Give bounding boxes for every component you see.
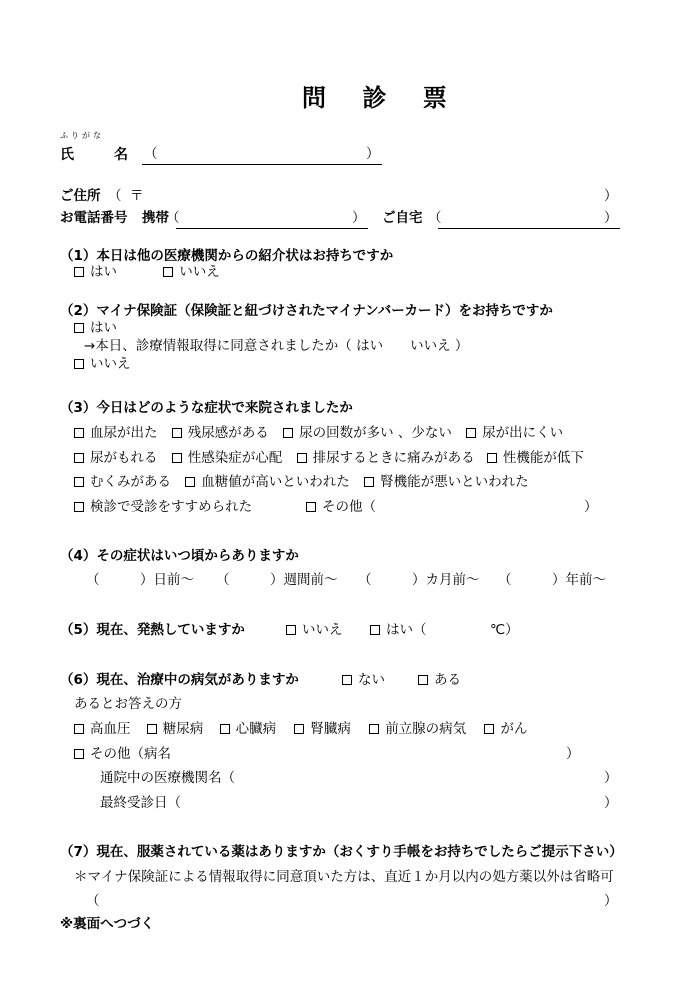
disease-diabetes[interactable] xyxy=(147,723,204,737)
checkbox-icon xyxy=(74,724,84,734)
symptom-std-concern[interactable] xyxy=(172,452,283,466)
temperature-unit: ℃） xyxy=(490,622,519,638)
last-visit-label: 最終受診日（ xyxy=(100,795,181,811)
checkbox-icon xyxy=(220,724,230,734)
symptom-label: 残尿感がある xyxy=(187,425,269,441)
symptom-kidney-function[interactable] xyxy=(364,476,529,490)
symptom-checkup-referral[interactable] xyxy=(74,501,252,515)
symptom-edema[interactable] xyxy=(74,476,171,490)
checkbox-icon xyxy=(283,428,293,438)
checkbox-icon xyxy=(74,502,84,512)
mobile-close-paren: ） xyxy=(352,210,366,226)
q6-disease-row xyxy=(74,723,527,737)
symptom-residual-urine[interactable] xyxy=(172,427,269,441)
symptom-other[interactable] xyxy=(306,501,376,515)
onset-months[interactable]: （ ）カ月前〜 xyxy=(358,572,480,588)
symptom-label: 尿がもれる xyxy=(90,450,158,466)
onset-years[interactable]: （ ）年前〜 xyxy=(498,572,606,588)
checkbox-icon xyxy=(147,724,157,734)
q6-none-option[interactable] xyxy=(342,674,385,688)
disease-label: 腎臓病 xyxy=(310,721,351,737)
disease-label: 心臓病 xyxy=(235,721,277,737)
checkbox-icon xyxy=(418,675,428,685)
q6-none-label: ない xyxy=(358,672,385,688)
symptom-pain-urinating[interactable] xyxy=(297,452,475,466)
name-close-paren: ） xyxy=(366,146,380,162)
name-field[interactable] xyxy=(142,164,382,165)
checkbox-icon xyxy=(364,477,374,487)
checkbox-icon xyxy=(297,453,307,463)
home-close-paren: ） xyxy=(604,210,618,226)
symptom-high-blood-sugar[interactable] xyxy=(185,476,350,490)
checkbox-icon xyxy=(306,502,316,512)
q6-some-option[interactable] xyxy=(418,674,461,688)
disease-label: 前立腺の病気 xyxy=(385,721,467,737)
checkbox-icon xyxy=(163,267,173,277)
q2-no-option[interactable] xyxy=(74,358,131,372)
medication-open-paren: （ xyxy=(86,893,100,909)
disease-other-close: ） xyxy=(566,746,580,762)
q7-note: ＊マイナ保険証による情報取得に同意頂いた方は、直近１か月以内の処方薬以外は省略可 xyxy=(74,869,614,885)
symptom-frequency[interactable] xyxy=(283,427,452,441)
symptom-other-close: ） xyxy=(584,499,598,515)
disease-label: 糖尿病 xyxy=(162,721,204,737)
q3-row-3 xyxy=(74,476,529,490)
name-label-1: 氏 xyxy=(60,147,74,163)
q6-sub-label: あるとお答えの方 xyxy=(74,696,182,712)
q3-row-1 xyxy=(74,427,563,441)
checkbox-icon xyxy=(370,625,380,635)
disease-other-label: その他（病名 xyxy=(90,746,171,762)
medication-close-paren: ） xyxy=(604,893,618,909)
onset-days[interactable]: （ ）日前〜 xyxy=(86,572,194,588)
q1-options xyxy=(74,266,220,280)
q5-yes-option[interactable] xyxy=(370,624,427,638)
mobile-phone-field[interactable] xyxy=(176,228,368,229)
q1-no-option[interactable] xyxy=(163,266,220,280)
checkbox-icon xyxy=(74,453,84,463)
checkbox-icon xyxy=(172,453,182,463)
q5-no-option[interactable] xyxy=(286,624,343,638)
q5-question: （5）現在、発熱していますか xyxy=(60,622,245,638)
home-phone-field[interactable] xyxy=(438,228,620,229)
q4-question: （4）その症状はいつ頃からありますか xyxy=(60,548,299,564)
checkbox-icon xyxy=(487,453,497,463)
symptom-label: 検診で受診をすすめられた xyxy=(90,499,253,515)
checkbox-icon xyxy=(185,477,195,487)
postal-mark: 〒 xyxy=(130,188,144,204)
checkbox-icon xyxy=(369,724,379,734)
symptom-difficulty-urinating[interactable] xyxy=(466,427,563,441)
symptom-label: 性感染症が心配 xyxy=(187,450,283,466)
symptom-label: 尿の回数が多い 、少ない xyxy=(299,425,452,441)
checkbox-icon xyxy=(294,724,304,734)
q2-no-label: いいえ xyxy=(90,356,131,372)
phone-label: お電話番号 xyxy=(60,210,128,226)
disease-hypertension[interactable] xyxy=(74,723,131,737)
furigana-label: ふりがな xyxy=(60,131,104,140)
checkbox-icon xyxy=(74,477,84,487)
symptom-sexual-dysfunction[interactable] xyxy=(487,452,584,466)
disease-kidney[interactable] xyxy=(294,723,351,737)
q1-yes-label: はい xyxy=(90,264,117,280)
q1-yes-option[interactable] xyxy=(74,266,117,280)
checkbox-icon xyxy=(74,323,84,333)
continued-on-back: ※裏面へつづく xyxy=(60,916,155,932)
q2-yes-option[interactable] xyxy=(74,322,117,336)
symptom-label: 血糖値が高いといわれた xyxy=(201,474,350,490)
address-label: ご住所 xyxy=(60,188,101,204)
home-phone-label: ご自宅 xyxy=(382,210,423,226)
hospital-name-label: 通院中の医療機関名（ xyxy=(100,770,235,786)
mobile-label: 携帯 xyxy=(142,210,169,226)
symptom-other-label: その他（ xyxy=(322,499,376,515)
disease-heart[interactable] xyxy=(220,723,277,737)
q1-question: （1）本日は他の医療機関からの紹介状はお持ちですか xyxy=(60,248,394,264)
disease-cancer[interactable] xyxy=(484,723,527,737)
symptom-label: むくみがある xyxy=(90,474,171,490)
last-visit-close: ） xyxy=(604,795,618,811)
address-open-paren: （ xyxy=(108,188,122,204)
q2-consent-question: →本日、診療情報取得に同意されましたか（ はい いいえ ） xyxy=(84,338,469,354)
q3-question: （3）今日はどのような症状で来院されましたか xyxy=(60,400,353,416)
checkbox-icon xyxy=(466,428,476,438)
q6-some-label: ある xyxy=(434,672,461,688)
q5-yes-label: はい（ xyxy=(386,622,427,638)
symptom-label: 排尿するときに痛みがある xyxy=(312,450,475,466)
symptom-hematuria[interactable] xyxy=(74,427,158,441)
q2-question: （2）マイナ保険証（保険証と紐づけされたマイナンバーカード）をお持ちですか xyxy=(60,303,553,319)
disease-prostate[interactable] xyxy=(369,723,466,737)
page-title: 問 診 票 xyxy=(302,84,461,112)
q3-row-4 xyxy=(74,501,252,515)
checkbox-icon xyxy=(342,675,352,685)
symptom-label: 尿が出にくい xyxy=(482,425,564,441)
q6-question: （6）現在、治療中の病気がありますか xyxy=(60,672,299,688)
home-open-paren: （ xyxy=(428,210,442,226)
onset-weeks[interactable]: （ ）週間前〜 xyxy=(216,572,338,588)
q1-no-label: いいえ xyxy=(179,264,220,280)
mobile-open-paren: （ xyxy=(166,210,180,226)
checkbox-icon xyxy=(74,267,84,277)
q3-row-2 xyxy=(74,452,584,466)
symptom-label: 性機能が低下 xyxy=(502,450,584,466)
q7-question: （7）現在、服薬されている薬はありますか（おくすり手帳をお持ちでしたらご提示下さい） xyxy=(60,844,623,860)
disease-label: 高血圧 xyxy=(90,721,131,737)
symptom-incontinence[interactable] xyxy=(74,452,158,466)
checkbox-icon xyxy=(484,724,494,734)
address-close-paren: ） xyxy=(604,188,618,204)
disease-other[interactable] xyxy=(74,748,171,762)
symptom-label: 腎機能が悪いといわれた xyxy=(380,474,529,490)
name-label-2: 名 xyxy=(114,147,128,163)
name-open-paren: （ xyxy=(144,146,158,162)
checkbox-icon xyxy=(74,749,84,759)
hospital-name-close: ） xyxy=(604,770,618,786)
checkbox-icon xyxy=(74,428,84,438)
q5-no-label: いいえ xyxy=(302,622,343,638)
disease-label: がん xyxy=(500,721,528,737)
checkbox-icon xyxy=(172,428,182,438)
checkbox-icon xyxy=(286,625,296,635)
checkbox-icon xyxy=(74,359,84,369)
q2-yes-label: はい xyxy=(90,320,117,336)
symptom-label: 血尿が出た xyxy=(90,425,158,441)
